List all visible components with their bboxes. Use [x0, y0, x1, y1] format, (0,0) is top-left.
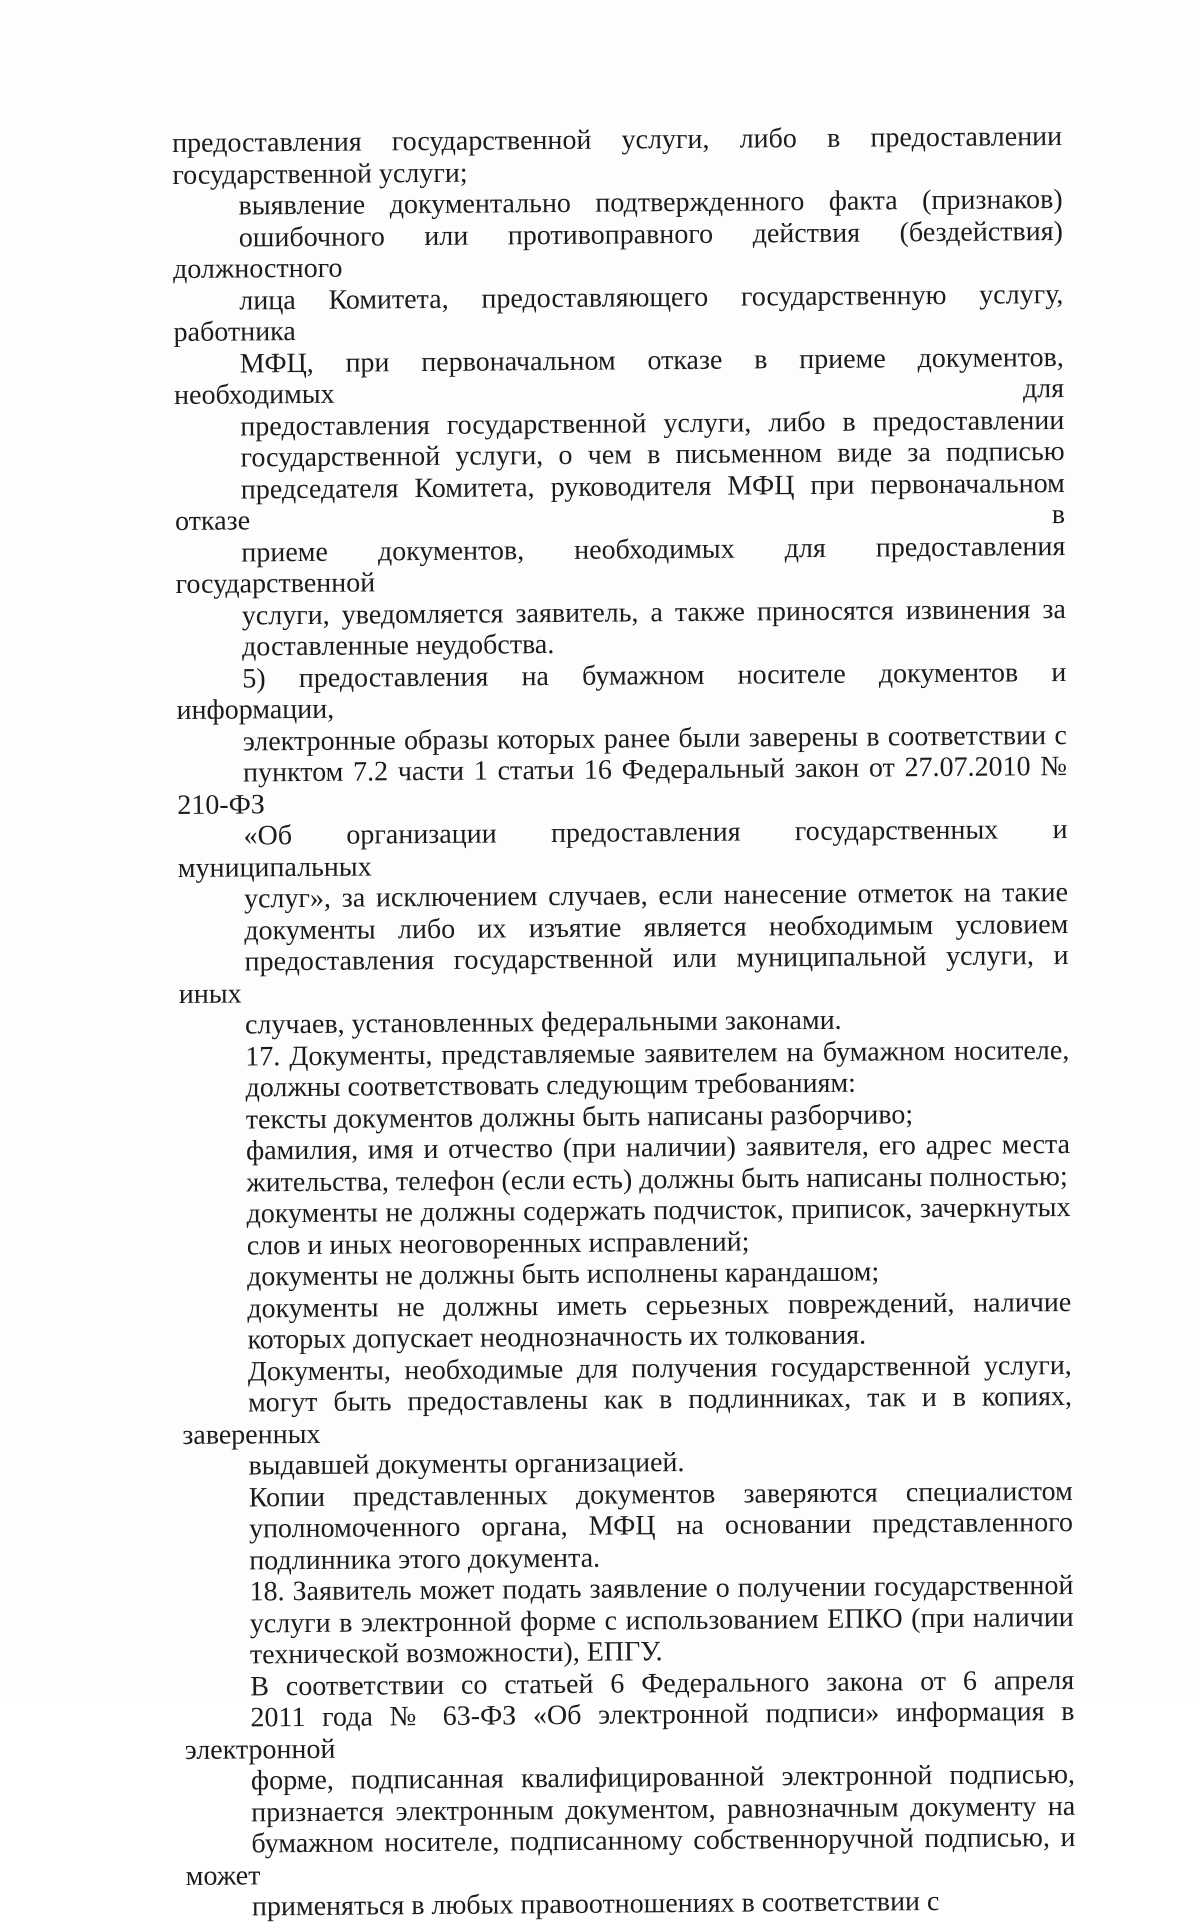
- text-line: электронные образы которых ранее были заверены в соответствии с: [242, 719, 1067, 757]
- text-line: документы не должны содержать подчисток, приписок, зачеркнутых: [246, 1191, 1071, 1230]
- text-line: МФЦ, при первоначальном отказе в приеме документов, необходимых для: [173, 341, 1065, 411]
- text-line: технической возможности), ЕПГУ.: [249, 1636, 663, 1671]
- paragraph: [183, 1475, 1074, 1576]
- text-line: уполномоченного органа, МФЦ на основании представленного: [248, 1506, 1074, 1545]
- text-line: 18. Заявитель может подать заявление о получении государственной: [249, 1569, 1074, 1608]
- text-line: могут быть предоставлены как в подлинниках, так и в копиях, заверенных: [182, 1380, 1073, 1451]
- text-line: 17. Документы, представляемые заявителем на бумажном носителе,: [245, 1034, 1070, 1072]
- text-line: предоставления государственной услуги, либо в предоставлении: [172, 121, 1063, 159]
- document-body: [172, 121, 1076, 1923]
- text-line: В соответствии со статьей 6 Федерального закона от 6 апреля: [250, 1664, 1075, 1702]
- paragraph: [183, 1570, 1074, 1671]
- paragraph: [172, 184, 1066, 663]
- text-line: лица Комитета, предоставляющего государственную услугу, работника: [173, 278, 1064, 348]
- text-line: Документы, необходимые для получения государственной услуги,: [247, 1349, 1072, 1387]
- text-line: выявление документально подтвержденного факта (признаков): [238, 184, 1063, 222]
- text-line: государственной услуги;: [172, 157, 468, 191]
- text-line: применяться в любых правоотношениях в соответствии с: [251, 1886, 940, 1923]
- text-line: услуги в электронной форме с использованием ЕПКО (при наличии: [249, 1601, 1074, 1639]
- paragraph: [179, 1034, 1069, 1104]
- text-line: форме, подписанная квалифицированной электронной подписью,: [250, 1758, 1076, 1797]
- text-line: услуг», за исключением случаев, если нанесение отметок на такие: [243, 876, 1069, 915]
- text-line: случаев, установленных федеральными законами.: [244, 1004, 842, 1041]
- paragraph: [181, 1286, 1071, 1356]
- text-line: документы либо их изъятие является необходимым условием: [244, 908, 1069, 946]
- text-line: 5) предоставления на бумажном носителе документов и информации,: [176, 656, 1067, 726]
- text-line: тексты документов должны быть написаны разборчиво;: [245, 1098, 914, 1135]
- paragraph: [182, 1349, 1073, 1482]
- text-line: председателя Комитета, руководителя МФЦ при первоначальном отказе в: [174, 467, 1066, 537]
- text-line: жительства, телефон (если есть) должны быть написаны полностью;: [246, 1160, 1068, 1198]
- text-line: приеме документов, необходимых для предоставления государственной: [175, 530, 1066, 600]
- text-line: Копии представленных документов заверяются специалистом: [248, 1475, 1073, 1513]
- text-line: слов и иных неоговоренных исправлений;: [246, 1226, 750, 1261]
- text-line: предоставления государственной или муниципальной услуги, и иных: [178, 939, 1069, 1010]
- paragraph: [180, 1192, 1070, 1262]
- paragraph: [172, 121, 1062, 191]
- text-line: услуги, уведомляется заявитель, а также приносятся извинения за: [241, 593, 1066, 631]
- text-line: подлинника этого документа.: [249, 1542, 601, 1576]
- paragraph: [176, 656, 1069, 1041]
- text-line: документы не должны иметь серьезных повреждений, наличие: [247, 1286, 1072, 1324]
- text-line: которых допускает неоднозначность их толкования.: [247, 1319, 867, 1356]
- text-line: доставленные неудобства.: [241, 629, 555, 663]
- text-line: 2011 года № 63-ФЗ «Об электронной подписи» информация в электронной: [184, 1695, 1075, 1766]
- text-line: государственной услуги, о чем в письменном виде за подписью: [240, 436, 1065, 474]
- text-line: бумажном носителе, подписанному собственноручной подписью, и может: [185, 1821, 1076, 1892]
- text-line: выдавшей документы организацией.: [248, 1447, 685, 1482]
- text-line: пунктом 7.2 части 1 статьи 16 Федеральный закон от 27.07.2010 № 210-ФЗ: [177, 750, 1068, 821]
- text-line: признается электронным документом, равнозначным документу на: [251, 1790, 1076, 1828]
- text-line: должны соответствовать следующим требованиям:: [245, 1067, 857, 1104]
- text-line: «Об организации предоставления государственных и муниципальных: [177, 813, 1068, 884]
- paragraph: [184, 1664, 1076, 1923]
- text-line: предоставления государственной услуги, либо в предоставлении: [240, 404, 1065, 442]
- text-line: документы не должны быть исполнены карандашом;: [246, 1256, 880, 1293]
- text-line: ошибочного или противоправного действия (бездействия) должностного: [172, 215, 1063, 285]
- paragraph: [180, 1129, 1070, 1199]
- text-line: фамилия, имя и отчество (при наличии) заявителя, его адрес места: [245, 1128, 1071, 1167]
